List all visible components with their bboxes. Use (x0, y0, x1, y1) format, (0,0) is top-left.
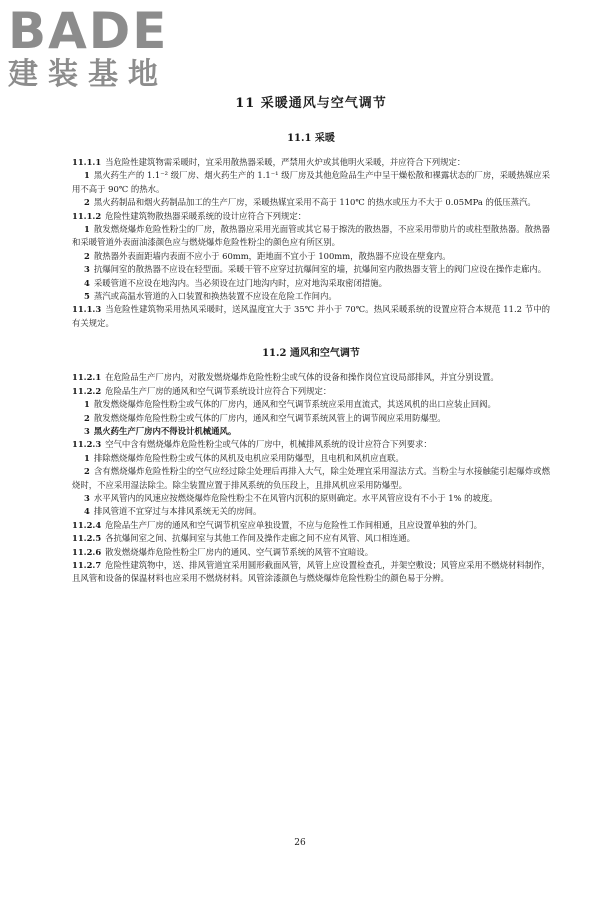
item-paragraph (72, 452, 550, 465)
clause-text: 黑火药制品和烟火药制品加工的生产厂房，采暖热媒宜采用不高于 110℃ 的热水或压力不大于 0.05MPa 的低压蒸汽。 (93, 197, 536, 208)
item-paragraph (72, 425, 550, 438)
clause-paragraph (72, 303, 550, 330)
item-paragraph (72, 492, 550, 505)
item-paragraph (72, 263, 550, 276)
item-paragraph (72, 505, 550, 518)
section-title: 11.1 采暖 (287, 133, 335, 144)
sections-container (72, 129, 550, 586)
clause-number: 11.2.2 (72, 385, 102, 396)
clause-number: 11.1.3 (72, 304, 102, 315)
clause-number: 1 (84, 170, 90, 181)
clause-text: 危险品生产厂房的通风和空气调节系统设计应符合下列规定： (105, 385, 332, 396)
clause-text: 水平风管内的风速应按燃烧爆炸危险性粉尘不在风管内沉积的原则确定。水平风管应设有不小于 1% 的坡度。 (93, 492, 498, 503)
document-body (72, 92, 550, 586)
clause-text: 在危险品生产厂房内，对散发燃烧爆炸危险性粉尘或气体的设备和操作岗位宜设局部排风，并宜分别设置。 (105, 372, 499, 383)
clause-paragraph (72, 210, 550, 223)
clause-paragraph (72, 532, 550, 545)
clause-text: 散发燃烧爆炸危险性粉尘的厂房，散热器应采用光面管或其它易于擦洗的散热器，不应采用带肋片的或柱型散热器。散热器和采暖管道外表面油漆颜色应与燃烧爆炸危险性粉尘的颜色应有所区别。 (72, 224, 550, 248)
clause-number: 2 (84, 412, 90, 423)
item-paragraph (72, 250, 550, 263)
clause-paragraph (72, 559, 550, 586)
clause-text: 散发燃烧爆炸危险性粉尘厂房内的通风、空气调节系统的风管不宜暗设。 (105, 546, 374, 557)
clause-text: 散发燃烧爆炸危险性粉尘或气体的厂房内，通风和空气调节系统风管上的调节阀应采用防爆型。 (93, 412, 446, 423)
clause-text: 采暖管道不应设在地沟内。当必须设在过门地沟内时，应对地沟采取密闭措施。 (93, 277, 387, 288)
logo-subtitle: 建装基地 (8, 57, 168, 92)
clause-text: 危险性建筑物中，送、排风管道宜采用圆形截面风管，风管上应设置检查孔，并架空敷设；风管应采用不燃烧材料制作，且风管和设备的保温材料也应采用不燃烧材料。风管涂漆颜色与燃烧爆炸危险性粉尘的颜色易于分辨。 (72, 559, 550, 584)
clause-number: 11.1.2 (72, 210, 102, 221)
clause-number: 11.2.7 (72, 559, 102, 570)
item-paragraph (72, 196, 550, 209)
item-paragraph (72, 412, 550, 425)
clause-number: 1 (84, 224, 90, 235)
clause-paragraph (72, 156, 550, 169)
item-paragraph (72, 169, 550, 196)
clause-text: 当危险性建筑物采用热风采暖时，送风温度宜大于 35℃ 并小于 70℃。热风采暖系统的设置应符合本规范 11.2 节中的有关规定。 (72, 304, 550, 328)
clause-text: 排除燃烧爆炸危险性粉尘或气体的风机及电机应采用防爆型，且电机和风机应直联。 (93, 452, 404, 463)
clause-text: 各抗爆间室之间、抗爆间室与其他工作间及操作走廊之间不应有风管、风口相连通。 (105, 533, 416, 544)
clause-number: 4 (84, 506, 90, 517)
item-paragraph (72, 290, 550, 303)
clause-text: 排风管道不宜穿过与本排风系统无关的房间。 (93, 506, 262, 517)
clause-paragraph (72, 438, 550, 451)
clause-number: 11.2.1 (72, 372, 102, 383)
clause-number: 4 (84, 277, 90, 288)
clause-number: 2 (84, 250, 90, 261)
clause-text: 散发燃烧爆炸危险性粉尘或气体的厂房内，通风和空气调节系统应采用直流式，其送风机的出口应装止回阀。 (93, 399, 496, 410)
item-paragraph (72, 465, 550, 492)
clause-number: 3 (84, 492, 90, 503)
clause-number: 11.2.5 (72, 533, 102, 544)
clause-text: 空气中含有燃烧爆炸危险性粉尘或气体的厂房中，机械排风系统的设计应符合下列要求： (105, 439, 432, 450)
clause-number: 1 (84, 399, 90, 410)
clause-paragraph (72, 519, 550, 532)
page-number: 26 (294, 838, 306, 848)
clause-number: 11.1.1 (72, 157, 102, 167)
clause-text: 蒸汽或高温水管道的入口装置和换热装置不应设在危险工作间内。 (93, 291, 337, 302)
clause-text: 黑火药生产的 1.1⁻² 级厂房、烟火药生产的 1.1⁻¹ 级厂房及其他危险品生产中呈干燥松散和裸露状态的厂房，采暖热媒应采用不高于 90℃ 的热水。 (72, 170, 550, 194)
clause-number: 11.2.6 (72, 546, 102, 557)
clause-number: 3 (84, 425, 90, 436)
clause-number: 1 (84, 452, 90, 463)
clause-text: 散热器外表面距墙内表面不应小于 60mm，距地面不宜小于 100mm，散热器不应设在壁龛内。 (93, 250, 451, 261)
logo (8, 2, 169, 92)
chapter-title: 11 采暖通风与空气调节 (235, 96, 387, 111)
clause-paragraph (72, 371, 550, 384)
clause-number: 11.2.3 (72, 439, 102, 450)
clause-number: 5 (84, 291, 90, 302)
clause-text: 当危险性建筑物需采暖时，宜采用散热器采暖，严禁用火炉或其他明火采暖，并应符合下列规定： (105, 157, 466, 167)
clause-paragraph (72, 546, 550, 559)
clause-number: 11.2.4 (72, 519, 102, 530)
clause-number: 2 (84, 466, 90, 477)
item-paragraph (72, 277, 550, 290)
clause-paragraph (72, 385, 550, 398)
clause-text: 含有燃烧爆炸危险性粉尘的空气应经过除尘处理后再排入大气，除尘处理宜采用湿法方式。当粉尘与水接触能引起爆炸或燃烧时，不应采用湿法除尘。除尘装置应置于排风系统的负压段上，且排风机应采用防爆型。 (72, 466, 550, 490)
item-paragraph (72, 223, 550, 250)
item-paragraph (72, 398, 550, 411)
clause-text: 危险品生产厂房的通风和空气调节机室应单独设置，不应与危险性工作间相通，且应设置单独的外门。 (105, 519, 483, 530)
clause-number: 2 (84, 197, 90, 208)
section-title: 11.2 通风和空气调节 (262, 348, 360, 360)
clause-text: 抗爆间室的散热器不应设在轻型面。采暖干管不应穿过抗爆间室的墙，抗爆间室内散热器支管上的阀门应设在操作走廊内。 (93, 264, 547, 275)
clause-text: 黑火药生产厂房内不得设计机械通风。 (93, 425, 237, 436)
clause-text: 危险性建筑物散热器采暖系统的设计应符合下列规定： (105, 210, 307, 221)
logo-brand: BADE (8, 2, 169, 60)
clause-number: 3 (84, 264, 90, 275)
